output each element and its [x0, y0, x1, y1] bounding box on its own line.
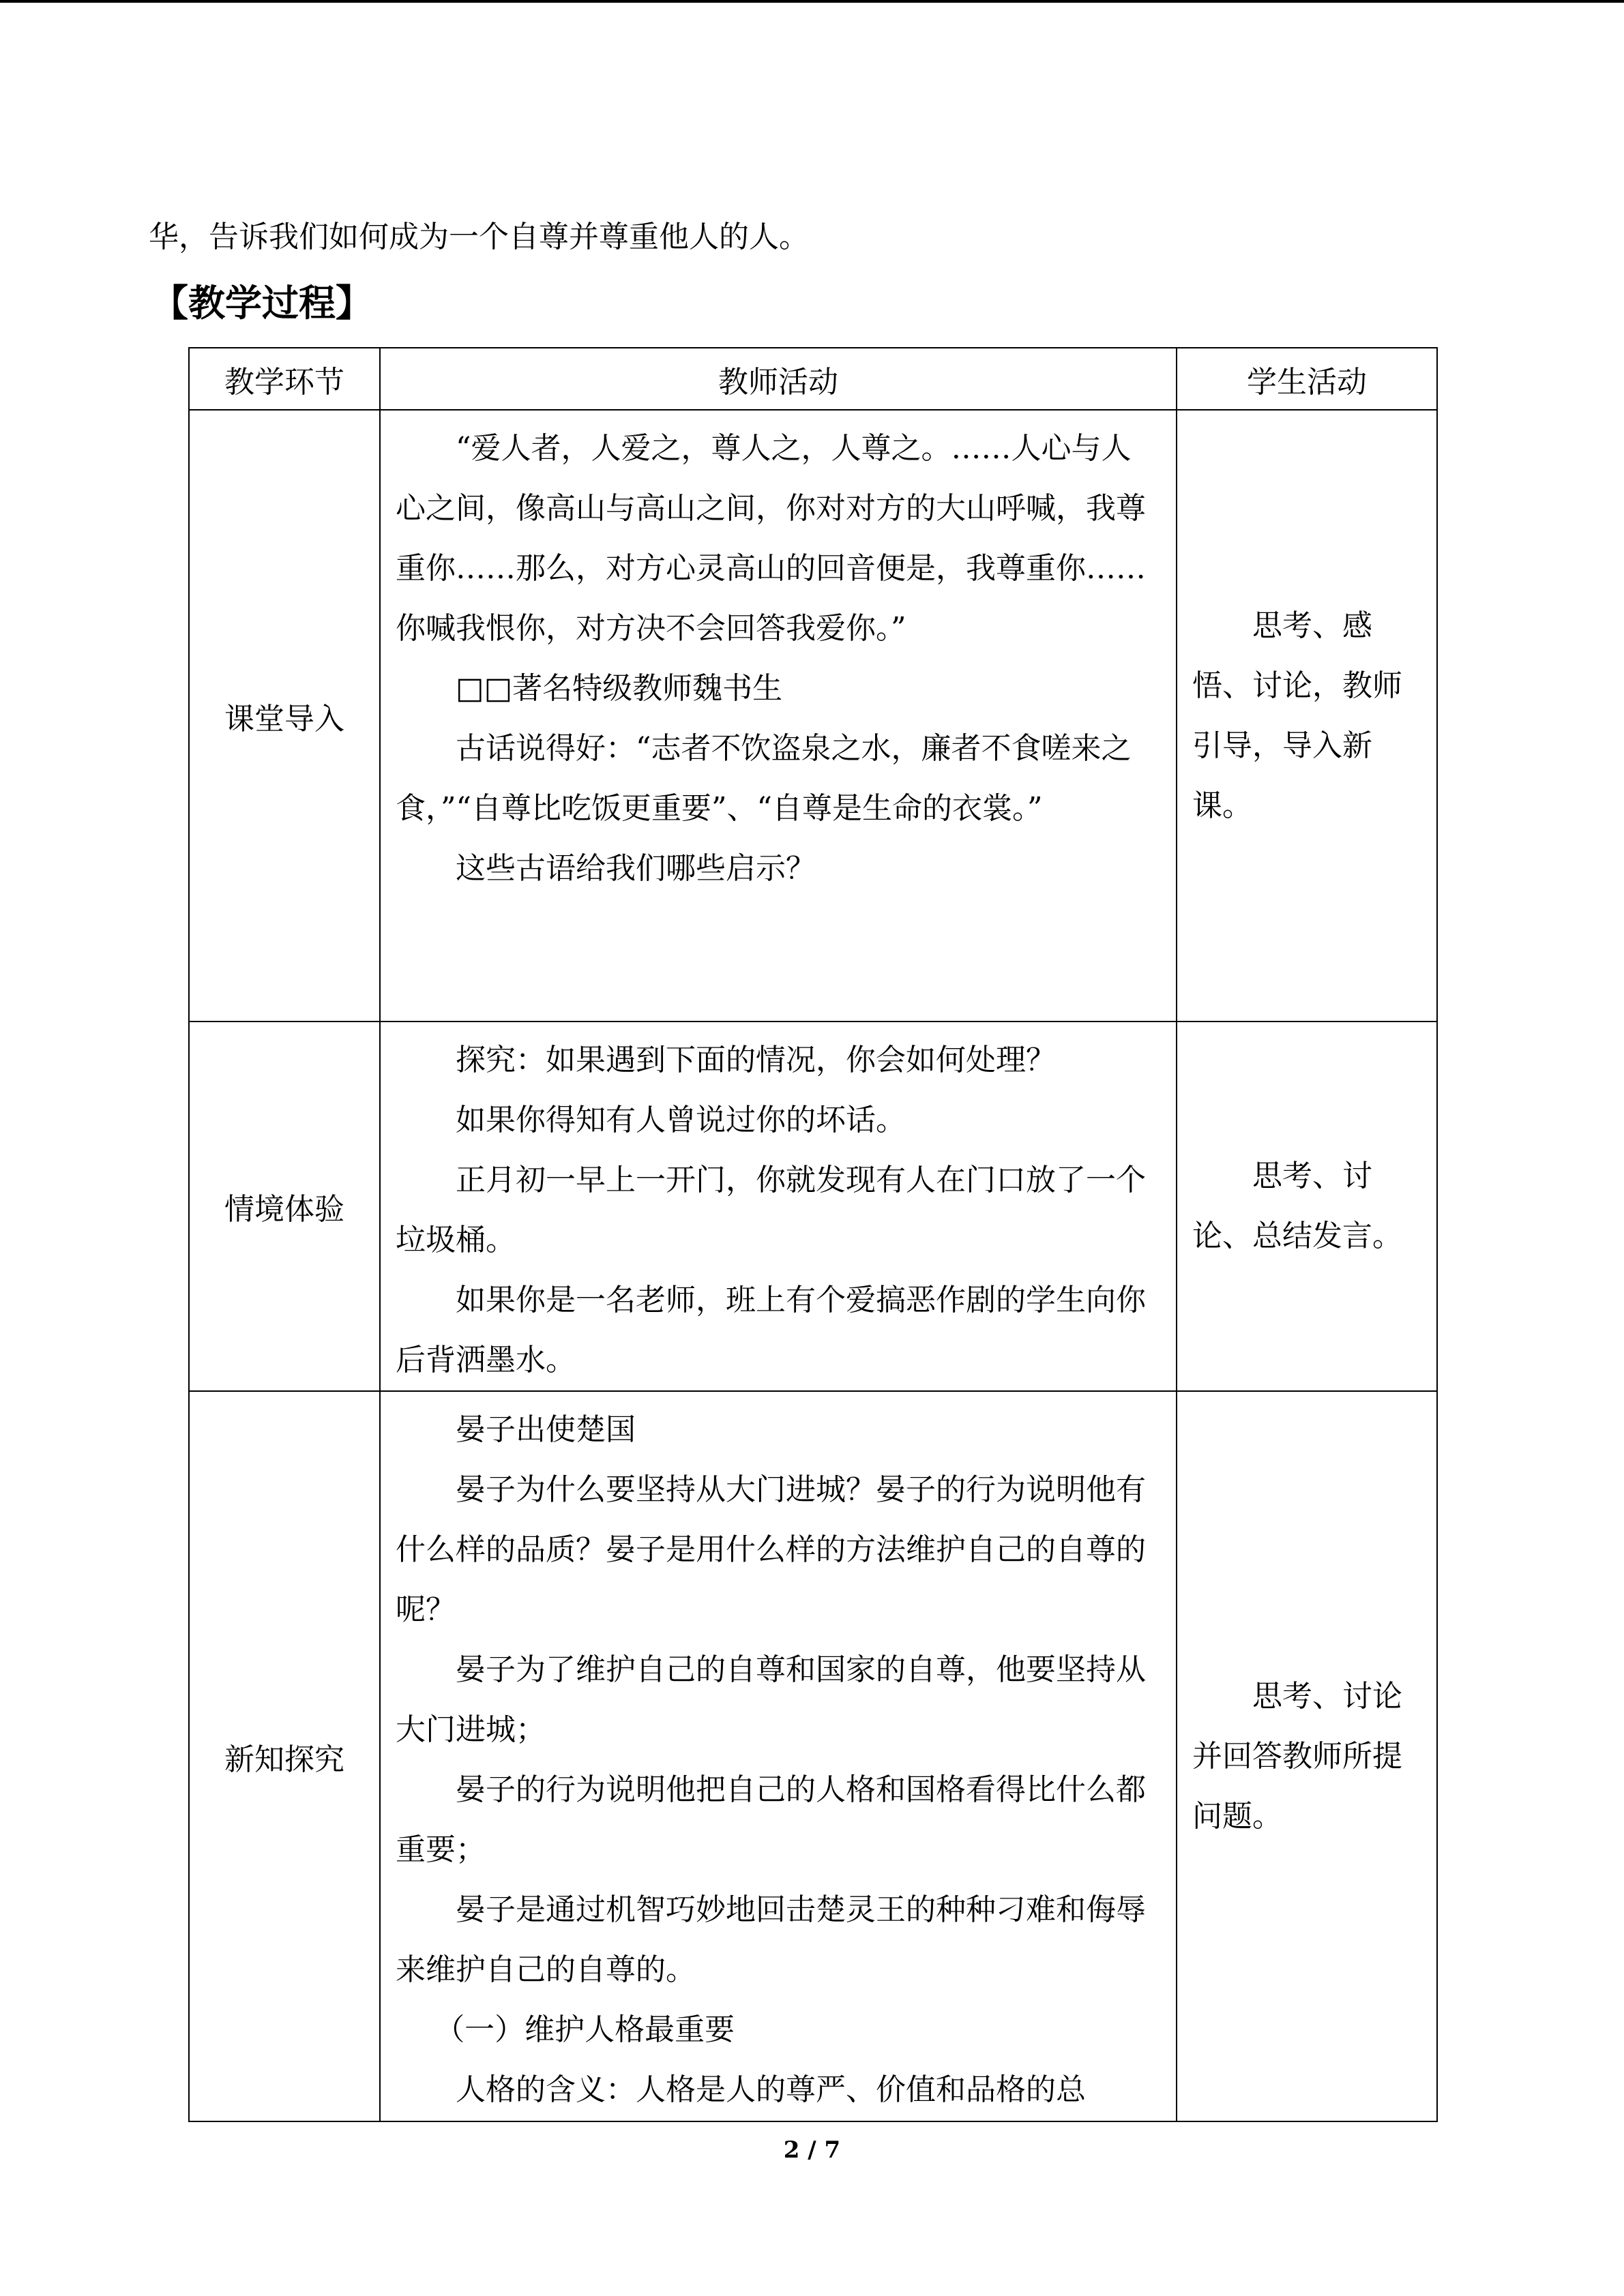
header-student-activity: 学生活动: [1177, 348, 1437, 410]
page-number: 2 / 7: [783, 2136, 841, 2164]
teacher-paragraph: □□著名特级教师魏书生: [456, 671, 783, 706]
teacher-paragraph: 这些古语给我们哪些启示？: [456, 851, 816, 886]
teacher-paragraph: 探究：如果遇到下面的情况，你会如何处理？: [456, 1043, 1056, 1077]
section-title: 【教学过程】: [151, 281, 372, 325]
teacher-paragraph: 晏子为什么要坚持从大门进城？晏子的行为说明他有什么样的品质？晏子是用什么样的方法维护自己的自尊的呢？: [396, 1472, 1146, 1627]
header-stage: 教学环节: [189, 348, 380, 410]
teacher-activity-cell: [380, 1022, 1177, 1391]
teacher-paragraph: 古话说得好：“志者不饮盗泉之水，廉者不食嗟来之食，”“自尊比吃饭更重要”、“自尊是生命的衣裳。”: [396, 731, 1132, 826]
table-header-row: [189, 348, 1437, 410]
stage-cell: 情境体验: [189, 1022, 380, 1391]
stage-cell: 课堂导入: [189, 410, 380, 1022]
student-paragraph: 思考、感悟、讨论，教师引导，导入新课。: [1192, 608, 1402, 823]
student-activity-cell: [1177, 1022, 1437, 1391]
table-row: [189, 1391, 1437, 2121]
stage-cell: 新知探究: [189, 1391, 380, 2121]
student-paragraph: 思考、讨论、总结发言。: [1192, 1159, 1402, 1253]
table-row: [189, 410, 1437, 1022]
top-border-line: [0, 0, 1624, 3]
teacher-paragraph: 如果你是一名老师，班上有个爱搞恶作剧的学生向你后背洒墨水。: [396, 1283, 1146, 1377]
teacher-activity-cell: [380, 410, 1177, 1022]
teacher-paragraph: “爱人者，人爱之，尊人之，人尊之。……人心与人心之间，像高山与高山之间，你对对方的大山呼喊，我尊重你……那么，对方心灵高山的回音便是，我尊重你……你喊我恨你，对方决不会回答我爱你。”: [396, 431, 1146, 646]
teaching-process-table: [188, 347, 1438, 2122]
teacher-paragraph: 晏子为了维护自己的自尊和国家的自尊，他要坚持从大门进城；: [396, 1652, 1146, 1747]
teacher-paragraph: 晏子的行为说明他把自己的人格和国格看得比什么都重要；: [396, 1772, 1146, 1867]
student-paragraph: 思考、讨论并回答教师所提问题。: [1192, 1678, 1402, 1834]
intro-text: 华，告诉我们如何成为一个自尊并尊重他人的人。: [149, 220, 809, 254]
teacher-paragraph: 人格的含义：人格是人的尊严、价值和品格的总: [456, 2072, 1086, 2107]
teacher-paragraph: 晏子出使楚国: [456, 1412, 636, 1447]
teacher-paragraph: （一）维护人格最重要: [434, 2012, 735, 2047]
student-activity-cell: [1177, 1391, 1437, 2121]
teacher-paragraph: 如果你得知有人曾说过你的坏话。: [456, 1103, 906, 1137]
table-row: [189, 1022, 1437, 1391]
header-teacher-activity: 教师活动: [380, 348, 1177, 410]
teacher-paragraph: 正月初一早上一开门，你就发现有人在门口放了一个垃圾桶。: [396, 1163, 1146, 1257]
teacher-activity-cell: [380, 1391, 1177, 2121]
student-activity-cell: [1177, 410, 1437, 1022]
teacher-paragraph: 晏子是通过机智巧妙地回击楚灵王的种种刁难和侮辱来维护自己的自尊的。: [396, 1892, 1146, 1987]
